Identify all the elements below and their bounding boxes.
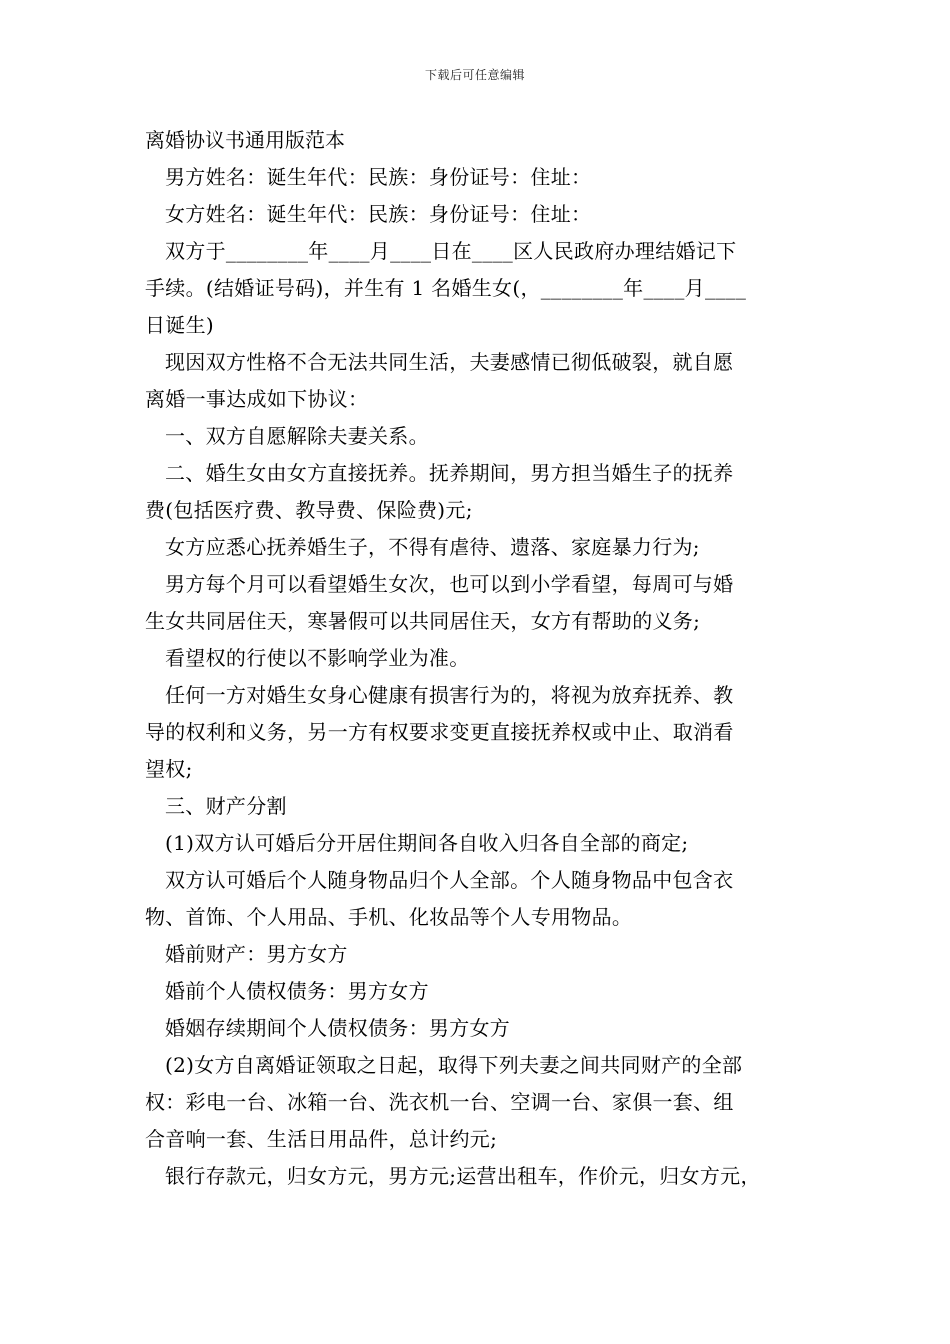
document-line: 手续。(结婚证号码)，并生有 1 名婚生女(，________年____月____	[145, 276, 747, 300]
document-line: 费(包括医疗费、教导费、保险费)元;	[145, 498, 473, 522]
document-body	[145, 122, 810, 1195]
document-line: 男方每个月可以看望婚生女次，也可以到小学看望，每周可与婚	[165, 572, 734, 596]
document-line: 日诞生)	[145, 313, 215, 337]
document-line: 男方姓名：诞生年代：民族：身份证号：住址：	[165, 165, 592, 189]
document-line: 权：彩电一台、冰箱一台、洗衣机一台、空调一台、家俱一套、组	[145, 1090, 734, 1114]
document-line: 看望权的行使以不影响学业为准。	[165, 646, 470, 670]
document-line: 离婚一事达成如下协议：	[145, 387, 369, 411]
document-line: 任何一方对婚生女身心健康有损害行为的，将视为放弃抚养、教	[165, 683, 734, 707]
document-line: 一、双方自愿解除夫妻关系。	[165, 424, 429, 448]
document-line: 婚前财产：男方女方	[165, 942, 348, 966]
document-line: 银行存款元，归女方元，男方元;运营出租车，作价元，归女方元，	[165, 1164, 761, 1188]
document-line: 望权;	[145, 757, 193, 781]
document-lines	[145, 159, 810, 1195]
document-line: 女方姓名：诞生年代：民族：身份证号：住址：	[165, 202, 592, 226]
document-line: 物、首饰、个人用品、手机、化妆品等个人专用物品。	[145, 905, 633, 929]
document-line: 双方于________年____月____日在____区人民政府办理结婚记下	[165, 239, 737, 263]
document-line: 合音响一套、生活日用品件，总计约元;	[145, 1127, 498, 1151]
header-note: 下载后可任意编辑	[424, 68, 525, 82]
document-line: (2)女方自离婚证领取之日起，取得下列夫妻之间共同财产的全部	[165, 1053, 743, 1077]
document-line: 二、婚生女由女方直接抚养。抚养期间，男方担当婚生子的抚养	[165, 461, 734, 485]
document-line: (1)双方认可婚后分开居住期间各自收入归各自全部的商定;	[165, 831, 689, 855]
document-line: 婚姻存续期间个人债权债务：男方女方	[165, 1016, 511, 1040]
document-line: 婚前个人债权债务：男方女方	[165, 979, 429, 1003]
document-line: 导的权利和义务，另一方有权要求变更直接抚养权或中止、取消看	[145, 720, 734, 744]
document-line: 生女共同居住天，寒暑假可以共同居住天，女方有帮助的义务;	[145, 609, 701, 633]
document-line: 三、财产分割	[165, 794, 287, 818]
document-line: 双方认可婚后个人随身物品归个人全部。个人随身物品中包含衣	[165, 868, 734, 892]
document-title: 离婚协议书通用版范本	[145, 128, 345, 152]
document-line: 女方应悉心抚养婚生子，不得有虐待、遗落、家庭暴力行为;	[165, 535, 700, 559]
document-line: 现因双方性格不合无法共同生活，夫妻感情已彻低破裂，就自愿	[165, 350, 734, 374]
